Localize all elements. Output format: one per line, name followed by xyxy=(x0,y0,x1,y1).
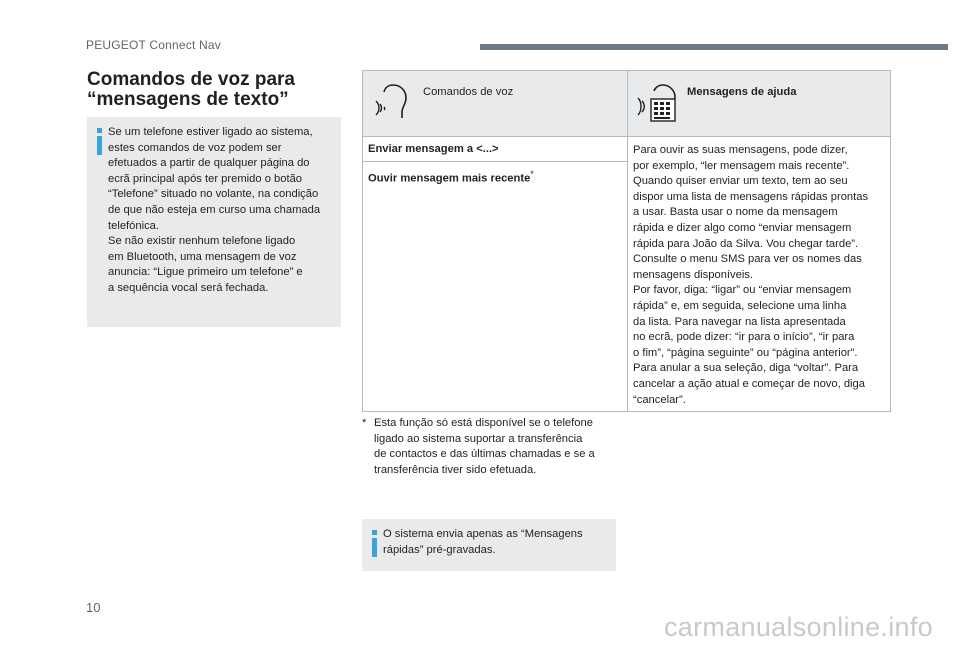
info-line: telefónica. xyxy=(108,219,159,232)
footnote-line: ligado ao sistema suportar a transferência xyxy=(374,432,583,445)
help-line: no ecrã, pode dizer: “ir para o início”, “ir para xyxy=(633,331,855,344)
info-line: de que não esteja em curso uma chamada xyxy=(108,203,321,216)
info-text xyxy=(108,125,320,297)
help-line: por exemplo, “ler mensagem mais recente”. xyxy=(633,159,850,172)
info-line: rápidas” pré-gravadas. xyxy=(383,543,496,556)
help-line: Quando quiser enviar um texto, tem ao seu xyxy=(633,175,848,188)
help-line: “cancelar”. xyxy=(633,393,686,406)
info-line: estes comandos de voz podem ser xyxy=(108,141,282,154)
help-line: Por favor, diga: “ligar” ou “enviar mensagem xyxy=(633,284,852,297)
info-line: Se um telefone estiver ligado ao sistema, xyxy=(108,126,313,138)
help-line: o fim”, “página seguinte” ou “página anterior”. xyxy=(633,346,858,359)
footnote-line: de contactos e das últimas chamadas e se a xyxy=(374,448,595,461)
info-line: Se não existir nenhum telefone ligado xyxy=(108,235,296,248)
help-line: mensagens disponíveis. xyxy=(633,268,754,281)
footnote-line: Esta função só está disponível se o telefone xyxy=(374,417,593,429)
section-title-line: “mensagens de texto” xyxy=(87,89,289,110)
help-line: Para ouvir as suas mensagens, pode dizer, xyxy=(633,144,848,156)
footnote-star: * xyxy=(362,417,367,429)
table-divider xyxy=(627,71,628,411)
section-title-line: Comandos de voz para xyxy=(87,69,295,90)
info-line: em Bluetooth, uma mensagem de voz xyxy=(108,250,297,263)
section-title xyxy=(87,70,347,110)
help-line: da lista. Para navegar na lista apresentada xyxy=(633,315,846,328)
info-icon xyxy=(97,128,102,155)
footnote-mark: * xyxy=(530,169,534,179)
help-line: a usar. Basta usar o nome da mensagem xyxy=(633,206,838,219)
column-header-help: Mensagens de ajuda xyxy=(687,86,797,98)
info-line: a sequência vocal será fechada. xyxy=(108,281,269,294)
help-line: rápida” e, em seguida, selecione uma linha xyxy=(633,299,847,312)
info-line: “Telefone” situado no volante, na condição xyxy=(108,188,319,201)
page-number: 10 xyxy=(86,600,101,615)
info-box xyxy=(362,519,616,571)
header-bar xyxy=(480,44,948,50)
column-header-commands: Comandos de voz xyxy=(423,86,514,98)
info-line: anuncia: “Ligue primeiro um telefone” e xyxy=(108,266,303,279)
help-line: Consulte o menu SMS para ver os nomes das xyxy=(633,253,862,266)
watermark: carmanualsonline.info xyxy=(664,612,933,642)
info-line: ecrã principal após ter premido o botão xyxy=(108,172,303,185)
header-title: PEUGEOT Connect Nav xyxy=(86,38,221,52)
help-line: Para anular a sua seleção, diga “voltar”. Para xyxy=(633,362,859,375)
help-message-text xyxy=(633,143,888,408)
info-line: efetuados a partir de qualquer página do xyxy=(108,157,310,170)
footnote-body xyxy=(374,416,595,478)
command-label: Ouvir mensagem mais recente xyxy=(368,172,531,185)
info-box xyxy=(87,117,341,327)
info-line: O sistema envia apenas as “Mensagens xyxy=(383,528,583,540)
footnote-line: transferência tiver sido efetuada. xyxy=(374,463,537,476)
help-messages-icon xyxy=(637,81,681,123)
voice-command-icon xyxy=(375,81,411,121)
help-line: cancelar a ação atual e começar de novo, diga xyxy=(633,377,865,390)
help-line: rápida para João da Silva. Vou chegar tarde”. xyxy=(633,237,859,250)
table-command-cell xyxy=(363,136,627,162)
command-label: Enviar mensagem a <...> xyxy=(368,143,499,155)
voice-commands-table xyxy=(362,70,891,412)
table-command-cell xyxy=(363,162,627,186)
help-line: dispor uma lista de mensagens rápidas prontas xyxy=(633,190,869,203)
help-line: rápida e dizer algo como “enviar mensagem xyxy=(633,221,852,234)
info-text xyxy=(383,527,583,558)
info-icon xyxy=(372,530,377,557)
